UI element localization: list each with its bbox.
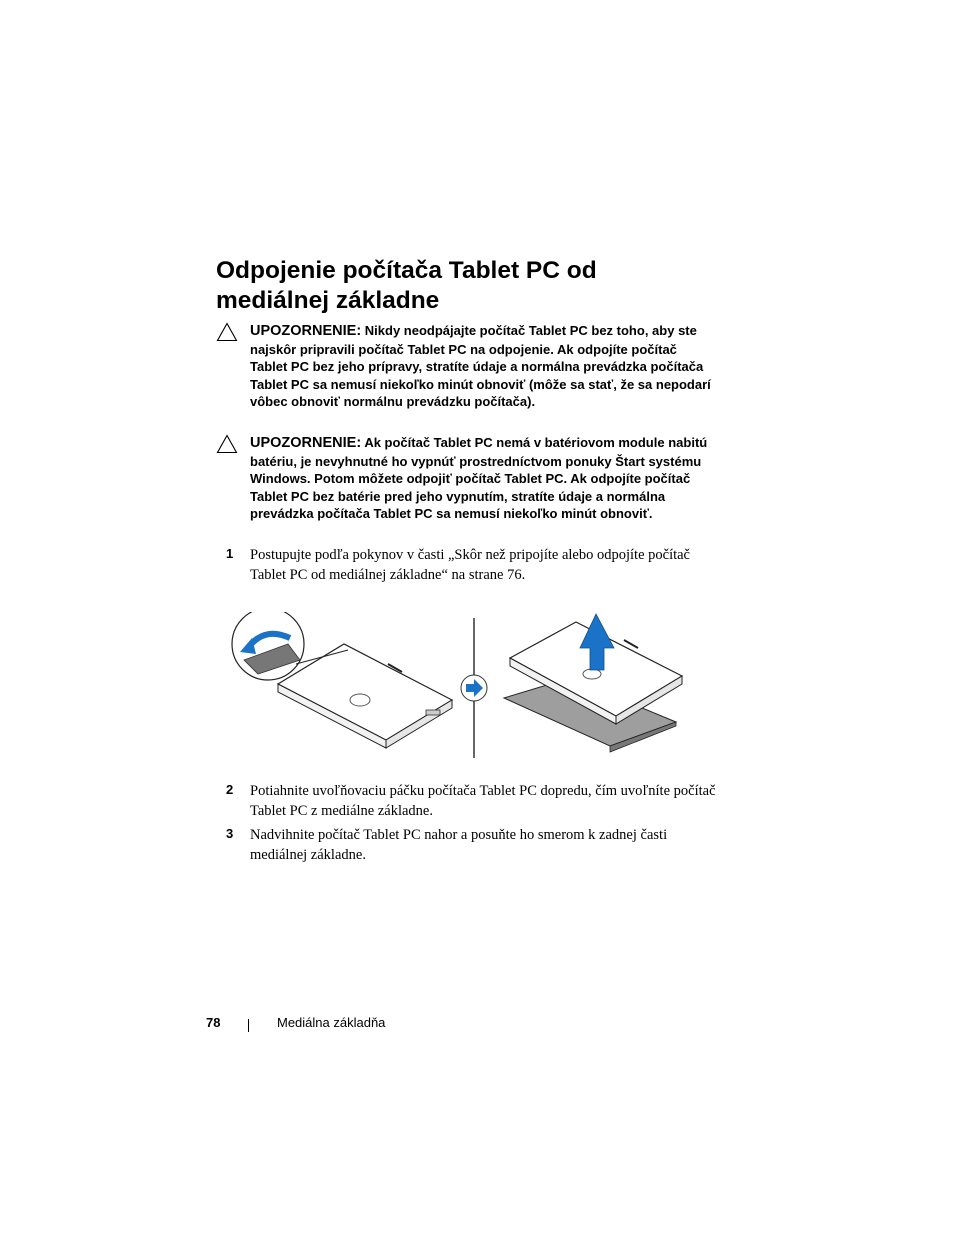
undock-illustration — [230, 612, 690, 762]
page-number: 78 — [206, 1015, 221, 1030]
step-number: 2 — [226, 782, 234, 797]
step-2 — [226, 781, 716, 821]
title-line-1: Odpojenie počítača Tablet PC od — [216, 257, 597, 284]
caution-label: UPOZORNENIE: — [250, 435, 362, 451]
caution-triangle-icon — [216, 322, 238, 342]
step-3 — [226, 825, 716, 865]
section-name: Mediálna základňa — [277, 1015, 386, 1030]
caution-triangle-icon — [216, 434, 238, 454]
caution-first-line: Nikdy neodpájajte počítač Tablet PC bez toho, aby — [364, 323, 675, 338]
caution-note-2 — [216, 434, 716, 523]
step-number: 1 — [226, 546, 234, 561]
caution-label: UPOZORNENIE: — [250, 323, 362, 339]
caution-note-1 — [216, 322, 716, 411]
page-footer — [0, 1015, 954, 1035]
step-1 — [226, 545, 716, 585]
title-line-2: mediálnej základne — [216, 287, 440, 314]
caution-body: nabitú batériu, je nevyhnutné ho vypnúť prostredníctvom ponuky Štart systému Windows. Potom môžete odpojiť počítač Tablet PC. Ak odpojíte počítač Tablet PC bez batérie pred jeho vypnutím, stratíte údaje a normálna prevádzka počítača Tablet PC sa nemusí niekoľko minút obnoviť. — [250, 435, 708, 521]
step-text: Nadvihnite počítač Tablet PC nahor a posuňte ho smerom k zadnej časti mediálnej základne. — [250, 827, 668, 863]
caution-body: ste najskôr pripravili počítač Tablet PC na odpojenie. Ak odpojíte počítač Tablet PC bez jeho prípravy, stratíte údaje a normálna prevádzka počítača Tablet PC sa nemusí niekoľko minút obnoviť (môže sa stať, že sa nepodarí vôbec obnoviť normálnu prevádzku počítača). — [250, 323, 711, 409]
step-text: Potiahnite uvoľňovaciu páčku počítača Tablet PC dopredu, čím uvoľníte počítač Tablet PC z mediálne základne. — [250, 783, 716, 819]
footer-divider — [248, 1019, 249, 1032]
step-text: Postupujte podľa pokynov v časti „Skôr než pripojíte alebo odpojíte počítač Tablet PC od mediálnej základne“ na strane 76. — [250, 547, 690, 583]
caution-first-line: Ak počítač Tablet PC nemá v batériovom module — [364, 435, 665, 450]
next-arrow-icon — [461, 675, 487, 701]
page-title — [216, 256, 776, 316]
tablet-docked-image — [278, 644, 452, 748]
step-number: 3 — [226, 826, 234, 841]
